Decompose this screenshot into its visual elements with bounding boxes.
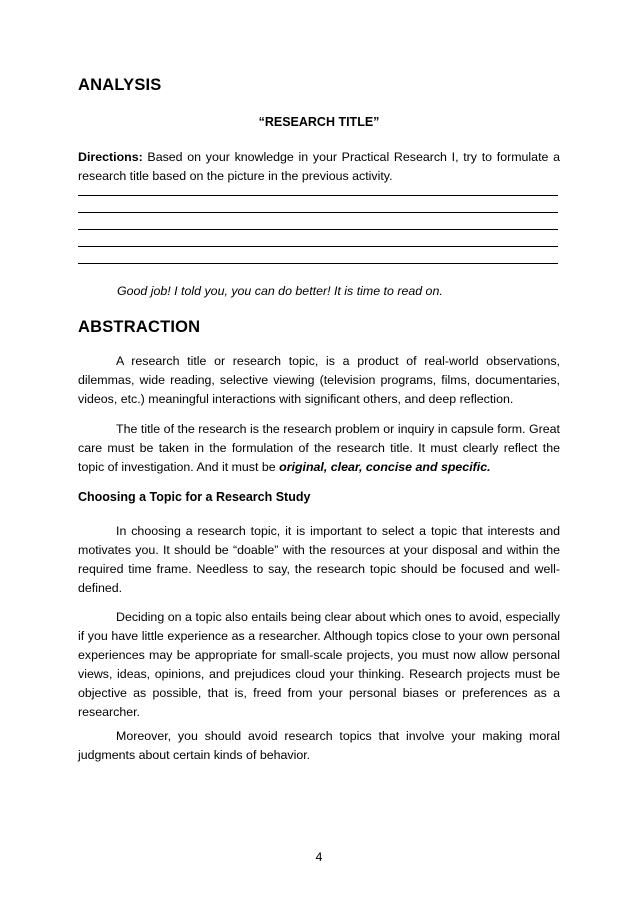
page-number: 4 (315, 850, 323, 864)
paragraph-5-text: Moreover, you should avoid research topics that involve your making moral judgments about certain kinds of behavior. (78, 729, 560, 762)
abstraction-paragraph-2 (78, 420, 560, 477)
choosing-topic-subheading: Choosing a Topic for a Research Study (78, 490, 311, 504)
answer-line-5[interactable] (78, 263, 558, 264)
directions-paragraph (78, 148, 560, 186)
paragraph-4-text: Deciding on a topic also entails being clear about which ones to avoid, especially if you have little experience as a researcher. Although topics close to your own personal experiences may be appropriate for small-scale projects, you must now allow personal views, ideas, opinions, and prejudices cloud your thinking. Research projects must be objective as possible, that is, freed from your personal biases or preferences as a researcher. (78, 610, 560, 719)
directions-label: Directions: (78, 150, 143, 164)
encouragement-text: Good job! I told you, you can do better! It is time to read on. (117, 284, 443, 298)
directions-text: Based on your knowledge in your Practical Research I, try to formulate a research title based on the picture in the previous activity. (78, 150, 560, 183)
abstraction-paragraph-5 (78, 727, 560, 765)
answer-line-3[interactable] (78, 229, 558, 230)
abstraction-paragraph-3 (78, 522, 560, 598)
answer-line-1[interactable] (78, 195, 558, 196)
abstraction-paragraph-4 (78, 608, 560, 722)
research-title-subtitle: “RESEARCH TITLE” (258, 115, 380, 129)
paragraph-1-text: A research title or research topic, is a product of real-world observations, dilemmas, wide reading, selective viewing (television programs, films, documentaries, videos, etc.) meaningful interactions with significant others, and deep reflection. (78, 354, 560, 406)
answer-line-4[interactable] (78, 246, 558, 247)
paragraph-2-emphasis: original, clear, concise and specific. (279, 460, 491, 474)
paragraph-2-text: The title of the research is the research problem or inquiry in capsule form. Great care must be taken in the formulation of the research title. It must clearly reflect the topic of investigation. And it must be (78, 422, 560, 474)
abstraction-heading: ABSTRACTION (78, 318, 201, 336)
analysis-heading: ANALYSIS (78, 76, 162, 94)
paragraph-3-text: In choosing a research topic, it is important to select a topic that interests and motivates you. It should be “doable” with the resources at your disposal and within the required time frame. Needless to say, the research topic should be focused and well-defined. (78, 524, 560, 595)
abstraction-paragraph-1 (78, 352, 560, 409)
answer-line-2[interactable] (78, 212, 558, 213)
